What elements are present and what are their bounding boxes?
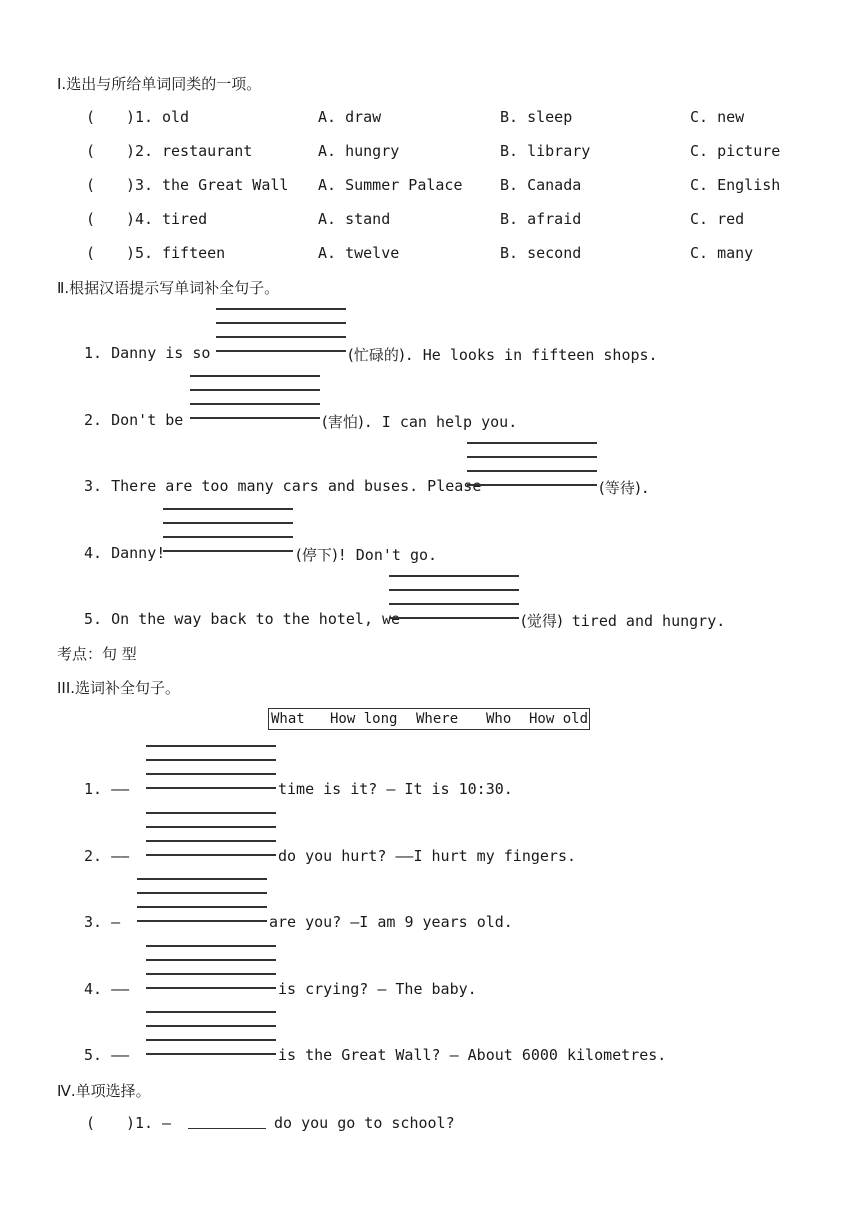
chinese-hint: (害怕) xyxy=(322,413,364,431)
writing-blank[interactable] xyxy=(389,575,519,619)
writing-blank[interactable] xyxy=(146,945,276,989)
option-c[interactable]: C. picture xyxy=(690,142,781,160)
sentence-end: is the Great Wall? — About 6000 kilometres. xyxy=(278,1046,667,1064)
exam-point-note: 考点：句 型 xyxy=(57,645,137,663)
question-number: )4. xyxy=(126,210,154,228)
sentence-end: ! Don't go. xyxy=(337,546,438,564)
given-word: restaurant xyxy=(162,142,253,160)
option-b[interactable]: B. second xyxy=(500,244,582,262)
answer-blank[interactable] xyxy=(188,1116,266,1129)
question-number: )1. xyxy=(126,1114,154,1132)
writing-blank[interactable] xyxy=(137,878,267,922)
answer-paren[interactable]: ( xyxy=(86,210,96,228)
sentence-start: 5. On the way back to the hotel, we xyxy=(84,610,401,628)
option-b[interactable]: B. Canada xyxy=(500,176,582,194)
given-word: old xyxy=(162,108,190,126)
option-c[interactable]: C. many xyxy=(690,244,754,262)
word-bank-item: How old xyxy=(529,711,589,727)
option-c[interactable]: C. English xyxy=(690,176,781,194)
answer-paren[interactable]: ( xyxy=(86,1114,96,1132)
answer-paren[interactable]: ( xyxy=(86,244,96,262)
given-word: tired xyxy=(162,210,208,228)
writing-blank[interactable] xyxy=(163,508,293,552)
sentence-start: 4. Danny! xyxy=(84,544,166,562)
writing-blank[interactable] xyxy=(190,375,320,419)
sentence-start: 1. Danny is so xyxy=(84,344,211,362)
option-b[interactable]: B. library xyxy=(500,142,591,160)
sentence-end: time is it? — It is 10:30. xyxy=(278,780,513,798)
sentence-end: are you? —I am 9 years old. xyxy=(269,913,513,931)
section-3-title: III.选词补全句子。 xyxy=(57,679,181,697)
sentence-end: . xyxy=(640,479,650,497)
given-word: the Great Wall xyxy=(162,176,289,194)
answer-paren[interactable]: ( xyxy=(86,108,96,126)
given-word: fifteen xyxy=(162,244,226,262)
sentence-start: 5. —— xyxy=(84,1046,130,1064)
sentence-end: tired and hungry. xyxy=(562,612,726,630)
sentence-end: do you go to school? xyxy=(274,1114,455,1132)
dash: — xyxy=(162,1114,172,1132)
writing-blank[interactable] xyxy=(216,308,346,352)
chinese-hint: (觉得) xyxy=(521,612,563,630)
sentence-start: 3. There are too many cars and buses. Please xyxy=(84,477,482,495)
sentence-end: . I can help you. xyxy=(363,413,518,431)
option-a[interactable]: A. stand xyxy=(318,210,391,228)
option-c[interactable]: C. red xyxy=(690,210,745,228)
sentence-end: do you hurt? ——I hurt my fingers. xyxy=(278,847,577,865)
word-bank-item: What xyxy=(271,711,305,727)
writing-blank[interactable] xyxy=(146,1011,276,1055)
question-number: )2. xyxy=(126,142,154,160)
word-bank-item: Where xyxy=(416,711,459,727)
sentence-end: . He looks in fifteen shops. xyxy=(404,346,658,364)
chinese-hint: (停下) xyxy=(296,546,338,564)
chinese-hint: (忙碌的) xyxy=(348,346,405,364)
question-number: )5. xyxy=(126,244,154,262)
option-c[interactable]: C. new xyxy=(690,108,745,126)
option-a[interactable]: A. twelve xyxy=(318,244,400,262)
sentence-start: 4. —— xyxy=(84,980,130,998)
option-b[interactable]: B. afraid xyxy=(500,210,582,228)
option-a[interactable]: A. Summer Palace xyxy=(318,176,463,194)
question-number: )3. xyxy=(126,176,154,194)
option-a[interactable]: A. draw xyxy=(318,108,382,126)
writing-blank[interactable] xyxy=(146,745,276,789)
option-a[interactable]: A. hungry xyxy=(318,142,400,160)
section-1-title: Ⅰ.选出与所给单词同类的一项。 xyxy=(57,75,262,93)
chinese-hint: (等待) xyxy=(599,479,641,497)
sentence-start: 3. — xyxy=(84,913,121,931)
sentence-start: 2. —— xyxy=(84,847,130,865)
section-2-title: Ⅱ.根据汉语提示写单词补全句子。 xyxy=(57,279,280,297)
section-4-title: Ⅳ.单项选择。 xyxy=(57,1082,151,1100)
writing-blank[interactable] xyxy=(467,442,597,486)
writing-blank[interactable] xyxy=(146,812,276,856)
option-b[interactable]: B. sleep xyxy=(500,108,573,126)
word-bank xyxy=(268,708,590,730)
word-bank-item: How long xyxy=(330,711,398,727)
answer-paren[interactable]: ( xyxy=(86,176,96,194)
sentence-start: 1. —— xyxy=(84,780,130,798)
sentence-start: 2. Don't be xyxy=(84,411,184,429)
question-number: )1. xyxy=(126,108,154,126)
answer-paren[interactable]: ( xyxy=(86,142,96,160)
sentence-end: is crying? — The baby. xyxy=(278,980,477,998)
word-bank-item: Who xyxy=(486,711,512,727)
